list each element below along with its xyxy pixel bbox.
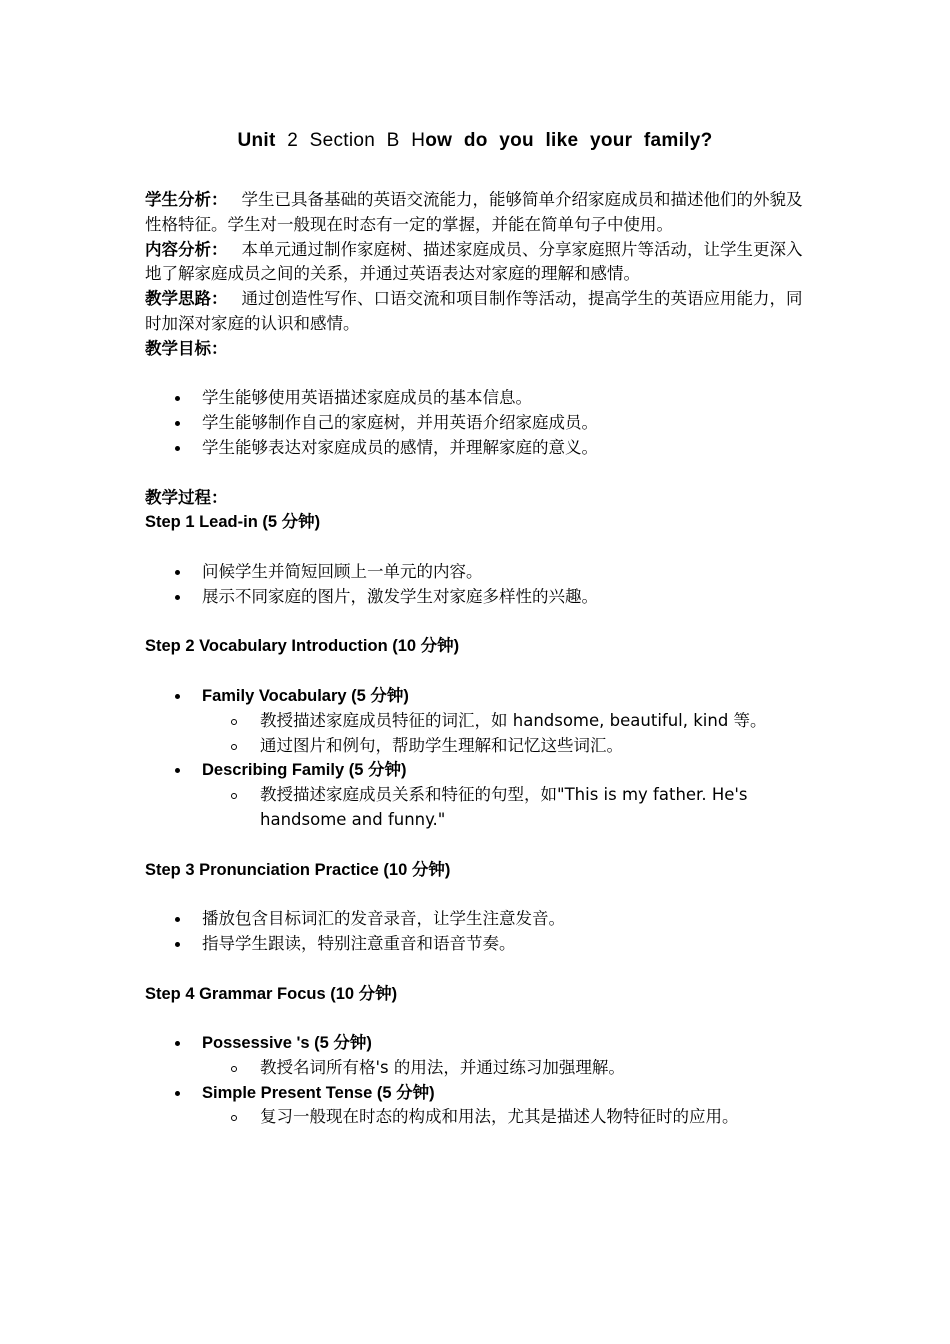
content-analysis-label: 内容分析： (145, 239, 228, 259)
step-3-list (145, 907, 810, 957)
student-analysis-paragraph (145, 188, 810, 238)
step-4-heading: Step 4 Grammar Focus (10 分钟) (145, 984, 398, 1003)
step-4-group-title: Simple Present Tense (5 分钟) (145, 1081, 810, 1106)
list-item: 教授描述家庭成员关系和特征的句型，如"This is my father. He's handsome and funny." (145, 783, 810, 833)
list-item: 复习一般现在时态的构成和用法，尤其是描述人物特征时的应用。 (145, 1105, 810, 1130)
step-4-list (145, 1031, 810, 1130)
list-item: 展示不同家庭的图片，激发学生对家庭多样性的兴趣。 (145, 585, 810, 610)
list-item: 指导学生跟读，特别注意重音和语音节奏。 (145, 932, 810, 957)
step-4-group-title: Possessive 's (5 分钟) (145, 1031, 810, 1056)
content-analysis-paragraph (145, 238, 810, 288)
list-item: 播放包含目标词汇的发音录音，让学生注意发音。 (145, 907, 810, 932)
list-item: 问候学生并简短回顾上一单元的内容。 (145, 560, 810, 585)
list-item: 教授描述家庭成员特征的词汇，如 handsome, beautiful, kind 等。 (145, 709, 810, 734)
document-body (145, 188, 810, 1130)
list-item: 学生能够制作自己的家庭树，并用英语介绍家庭成员。 (145, 411, 810, 436)
step-2-list (145, 684, 810, 833)
teaching-goals-label: 教学目标： (145, 338, 228, 358)
document-title (0, 128, 950, 154)
student-analysis-text: 学生已具备基础的英语交流能力，能够简单介绍家庭成员和描述他们的外貌及性格特征。学生对一般现在时态有一定的掌握，并能在简单句子中使用。 (145, 190, 803, 234)
teaching-process-label: 教学过程： (145, 487, 228, 507)
list-item: 教授名词所有格's 的用法，并通过练习加强理解。 (145, 1056, 810, 1081)
title-part-1: Unit (237, 130, 276, 151)
teaching-approach-label: 教学思路： (145, 289, 228, 309)
teaching-goals-list (145, 386, 810, 460)
list-item: 学生能够表达对家庭成员的感情，并理解家庭的意义。 (145, 436, 810, 461)
step-2-group-title: Family Vocabulary (5 分钟) (145, 684, 810, 709)
step-1-heading: Step 1 Lead-in (5 分钟) (145, 513, 321, 532)
student-analysis-label: 学生分析： (145, 190, 228, 209)
list-item: 学生能够使用英语描述家庭成员的基本信息。 (145, 386, 810, 411)
step-3-heading: Step 3 Pronunciation Practice (10 分钟) (145, 860, 451, 879)
teaching-approach-paragraph (145, 287, 810, 337)
list-item: 通过图片和例句，帮助学生理解和记忆这些词汇。 (145, 734, 810, 759)
title-part-2: 2 Section B H (275, 130, 426, 151)
title-part-3: ow do you like your family? (425, 130, 713, 151)
step-2-group-title: Describing Family (5 分钟) (145, 758, 810, 783)
step-1-list (145, 560, 810, 610)
step-2-heading: Step 2 Vocabulary Introduction (10 分钟) (145, 637, 460, 656)
content-analysis-text: 本单元通过制作家庭树、描述家庭成员、分享家庭照片等活动，让学生更深入地了解家庭成员之间的关系，并通过英语表达对家庭的理解和感情。 (145, 239, 803, 284)
teaching-approach-text: 通过创造性写作、口语交流和项目制作等活动，提高学生的英语应用能力，同时加深对家庭的认识和感情。 (145, 289, 803, 333)
